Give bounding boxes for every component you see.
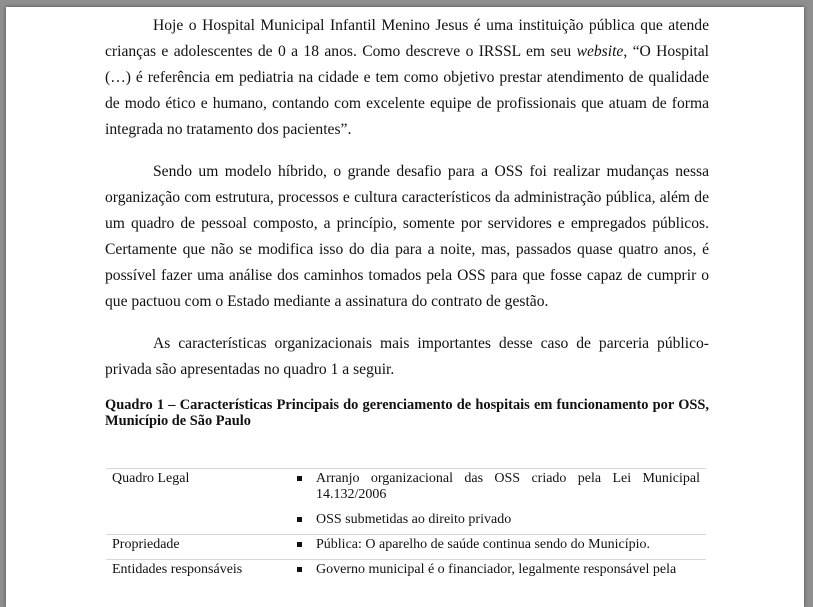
bullet-item: OSS submetidas ao direito privado — [294, 512, 700, 528]
row-content — [288, 469, 706, 535]
table-row — [106, 469, 706, 535]
bullet-list — [294, 537, 700, 553]
bullet-item: Governo municipal é o financiador, legalmente responsável pela — [294, 562, 700, 578]
bullet-list — [294, 471, 700, 528]
row-label: Propriedade — [112, 537, 180, 552]
paragraph-1-text: Hoje o Hospital Municipal Infantil Menino Jesus é uma instituição pública que atende crianças e adolescentes de 0 a 18 anos. Como descreve o IRSSL em seu — [105, 17, 709, 60]
table-row — [106, 560, 706, 585]
paragraph-2: Sendo um modelo híbrido, o grande desafio para a OSS foi realizar mudanças nessa organização com estrutura, processos e cultura característicos da administração pública, além de um quadro de pessoal composto, a princípio, somente por servidores e empregados públicos. Certamente que não se modifica isso do dia para a noite, mas, passados quase quatro anos, é possível fazer uma análise dos caminhos tomados pela OSS para que fosse capaz de cumprir o que pactuou com o Estado mediante a assinatura do contrato de gestão. — [105, 163, 709, 310]
document-page — [6, 7, 804, 607]
characteristics-table — [106, 468, 706, 584]
paragraph-1-text-after: , “O Hospital (…) é referência em pediatria na cidade e tem como objetivo prestar atendimento de qualidade de modo ético e humano, contando com excelente equipe de profissionais que atuam de forma integrada no tratamento dos pacientes”. — [105, 43, 709, 138]
row-content — [288, 535, 706, 560]
bullet-item: Pública: O aparelho de saúde continua sendo do Município. — [294, 537, 700, 553]
paragraph-1 — [105, 13, 709, 143]
row-content — [288, 560, 706, 585]
bullet-list — [294, 562, 700, 578]
paragraph-3: As características organizacionais mais importantes desse caso de parceria público-privada são apresentadas no quadro 1 a seguir. — [105, 335, 709, 378]
paragraph-1-italic: website — [576, 43, 624, 60]
row-label: Entidades responsáveis — [112, 562, 243, 577]
table-caption: Quadro 1 – Características Principais do gerenciamento de hospitais em funcionamento por OSS, Município de São Paulo — [105, 397, 709, 429]
row-label: Quadro Legal — [112, 471, 190, 486]
table-row — [106, 535, 706, 560]
bullet-item: Arranjo organizacional das OSS criado pela Lei Municipal 14.132/2006 — [294, 471, 700, 503]
